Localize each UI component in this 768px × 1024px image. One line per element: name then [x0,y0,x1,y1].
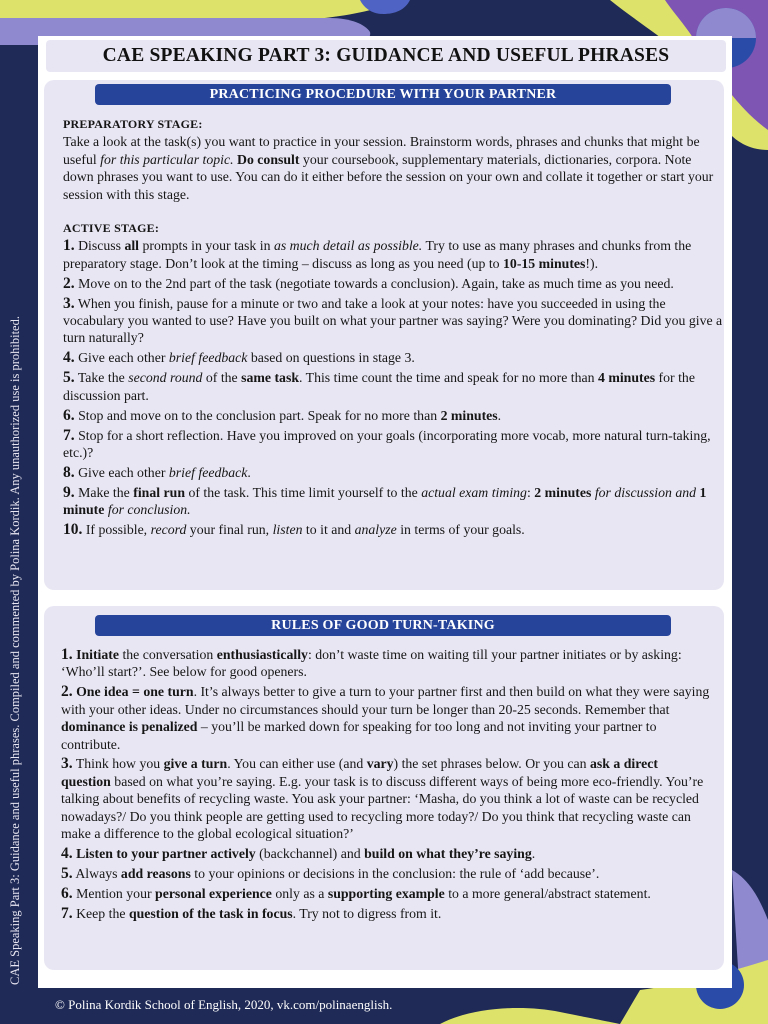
preparatory-stage-label: PREPARATORY STAGE: [63,117,203,131]
active-stage-label: ACTIVE STAGE: [63,221,160,236]
rule-item: 3. Think how you give a turn. You can either use (and vary) the set phrases below. Or you can ask a direct question based on what you’re saying. E.g. your task is to discuss different ways of being more eco-friendly. You’re talking about benefits of recycling waste. You ask your partner: ‘Masha, do you think a lot of waste can be recycled nowadays?/ Do you think people are getting used to recycling more today?/ Do you think that recycling waste can make a difference to the global ecological situation?’ [61,755,704,842]
turn-taking-body [61,646,711,925]
footer-copyright: © Polina Kordik School of English, 2020, vk.com/polinaenglish. [55,997,393,1012]
procedure-step: 8. Give each other brief feedback. [63,463,251,481]
page-title: CAE SPEAKING PART 3: GUIDANCE AND USEFUL PHRASES [102,45,670,66]
preparatory-stage-text: Take a look at the task(s) you want to practice in your session. Brainstorm words, phrases and chunks that might be useful for this particular topic. Do consult your coursebook, supplementary materials, dictionaries, corpora. Note down phrases you want to use. You can do it either before the session on your own and collate it together or start your session with this stage. [63,134,714,202]
practice-procedure-panel [44,80,724,590]
procedure-step: 4. Give each other brief feedback based on questions in stage 3. [63,349,415,367]
procedure-step: 2. Move on to the 2nd part of the task (negotiate towards a conclusion). Again, take as much time as you need. [63,274,674,292]
blue-blob-top [360,0,410,14]
vertical-side-note: CAE Speaking Part 3: Guidance and useful phrases. Compiled and commented by Polina Kordik. Any unauthorized use is prohibited. [8,316,22,985]
lime-wave-bottom [440,1008,620,1024]
procedure-step: 9. Make the final run of the task. This time limit yourself to the actual exam timing: 2 minutes for discussion and 1 minute for conclusion. [63,483,707,518]
rule-item: 7. Keep the question of the task in focus. Try not to digress from it. [61,904,442,922]
rule-item: 2. One idea = one turn. It’s always better to give a turn to your partner first and then build on what they were saying with your other ideas. Under no circumstances should your turn be longer than 20-25 seconds. Remember that dominance is penalized – you’ll be marked down for speaking for too long and not inviting your partner to contribute. [61,683,710,752]
procedure-step: 3. When you finish, pause for a minute or two and take a look at your notes: have you succeeded in using the vocabulary you wanted to use? Have you built on what your partner was saying? Were you dominating? Did you give a turn naturally? [63,294,723,346]
title-bar [46,40,726,72]
rule-item: 1. Initiate the conversation enthusiastically: don’t waste time on waiting till your partner initiates or by asking: ‘Who’ll start?’. See below for good openers. [61,646,682,680]
procedure-step: 1. Discuss all prompts in your task in as much detail as possible. Try to use as many phrases and chunks from the preparatory stage. Don’t look at the timing – discuss as long as you need (up to 10-15 minutes!). [63,237,692,271]
procedure-step: 10. If possible, record your final run, listen to it and analyze in terms of your goals. [63,521,525,539]
procedure-step: 6. Stop and move on to the conclusion part. Speak for no more than 2 minutes. [63,406,502,424]
procedure-step: 7. Stop for a short reflection. Have you improved on your goals (incorporating more vocab, more natural turn-taking, etc.)? [63,426,711,460]
document-sheet [38,36,732,988]
rule-item: 4. Listen to your partner actively (backchannel) and build on what they’re saying. [61,844,536,862]
section-heading-turn-taking: RULES OF GOOD TURN-TAKING [95,615,671,636]
turn-taking-panel [44,606,724,970]
procedure-step: 5. Take the second round of the same task. This time count the time and speak for no more than 4 minutes for the discussion part. [63,369,695,403]
rule-item: 5. Always add reasons to your opinions or decisions in the conclusion: the rule of ‘add because’. [61,864,600,882]
rule-item: 6. Mention your personal experience only as a supporting example to a more general/abstract statement. [61,884,651,902]
section-heading-procedure: PRACTICING PROCEDURE WITH YOUR PARTNER [95,84,671,105]
procedure-body [63,116,723,541]
